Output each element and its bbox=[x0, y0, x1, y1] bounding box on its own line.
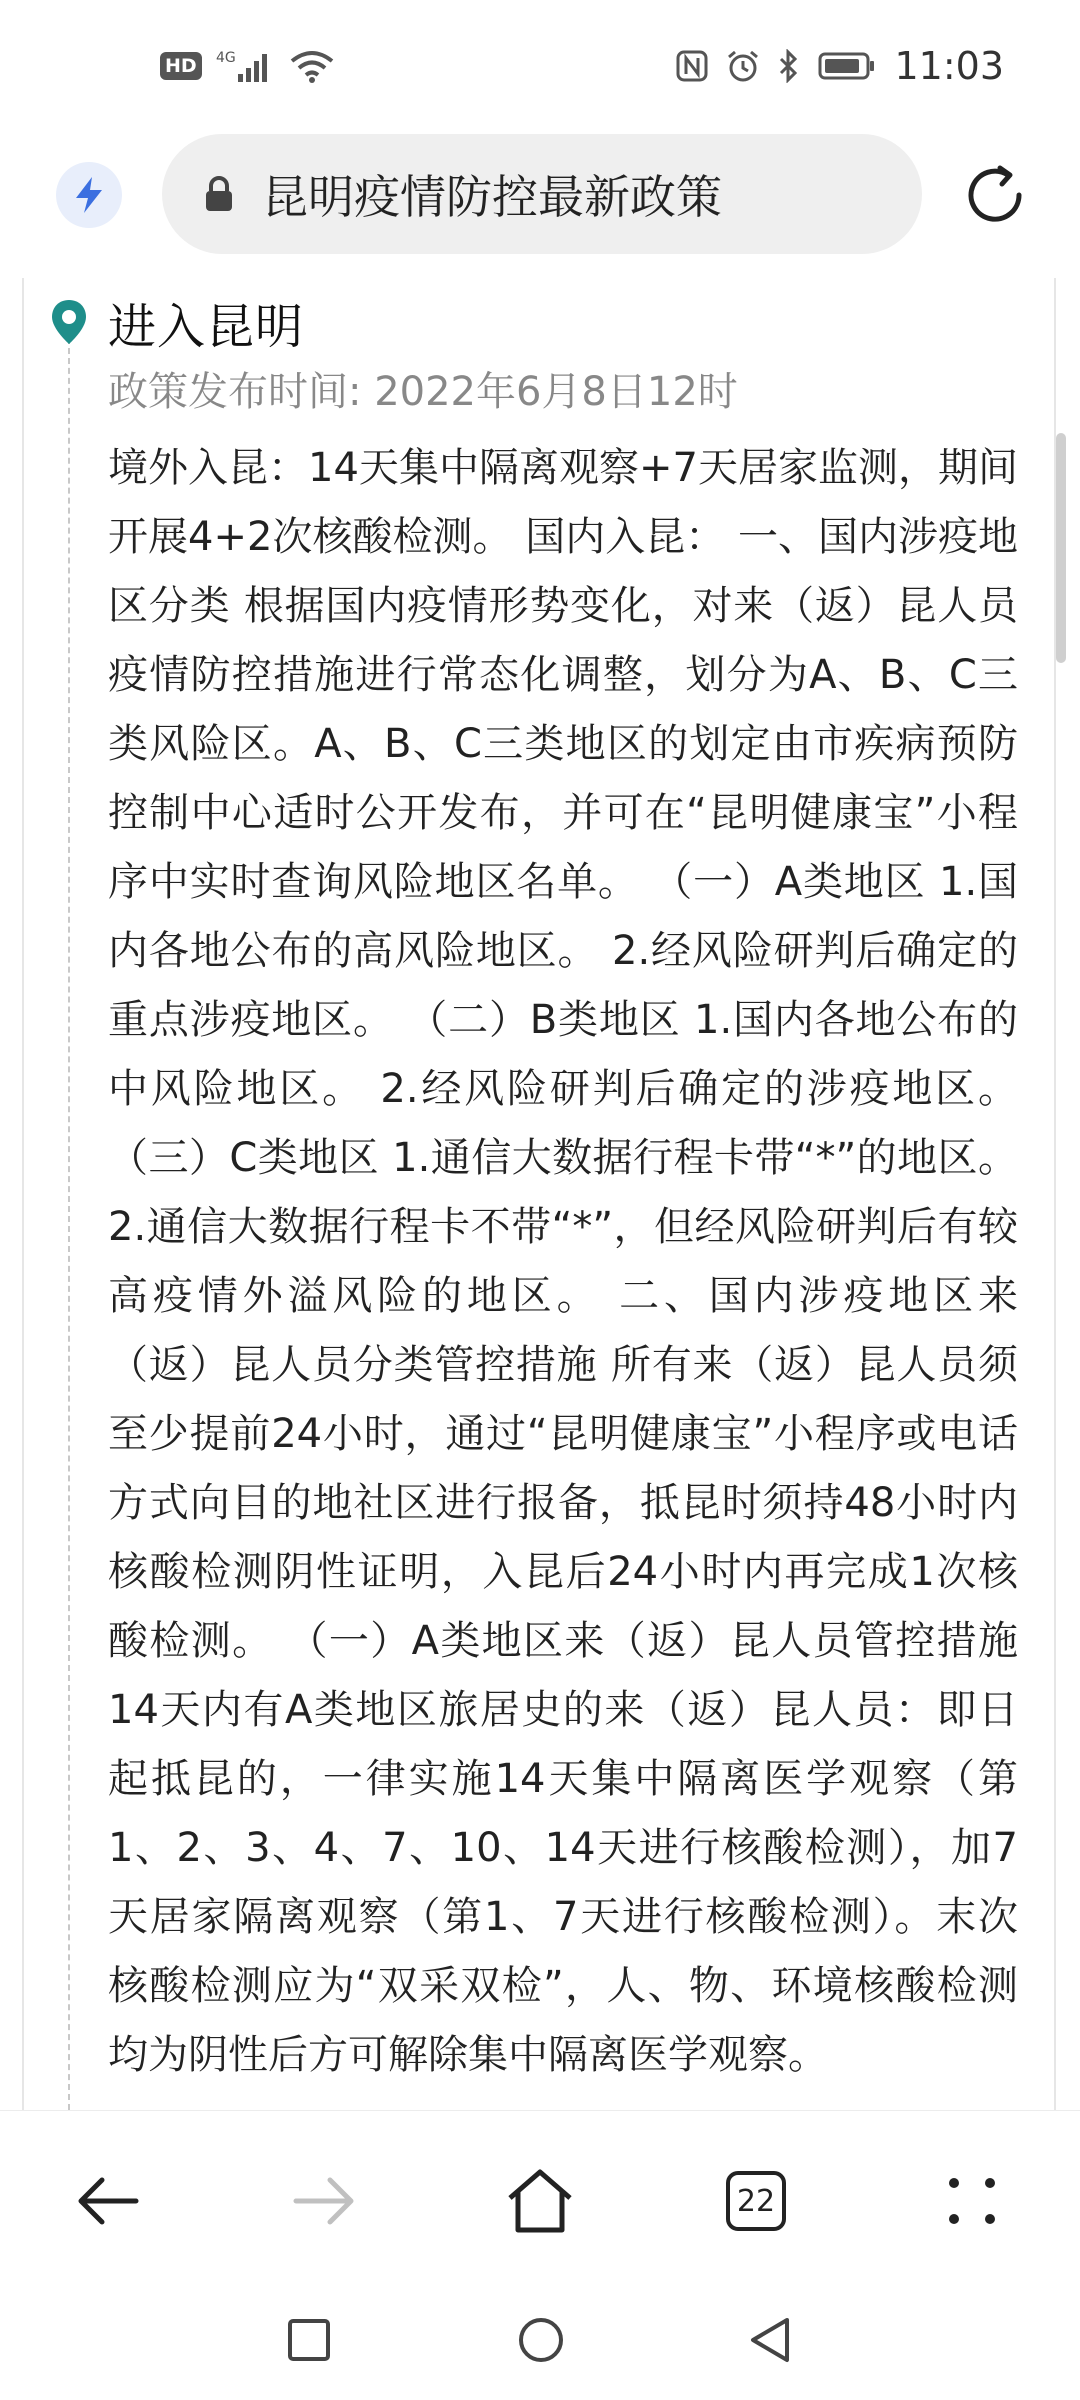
status-time: 11:03 bbox=[894, 44, 1004, 88]
tabs-button[interactable] bbox=[716, 2161, 796, 2241]
card-left-edge bbox=[22, 278, 24, 2110]
hd-badge: HD bbox=[160, 52, 202, 80]
page-content[interactable] bbox=[0, 278, 1080, 2110]
lightning-bolt-icon bbox=[72, 175, 106, 215]
circle-icon bbox=[517, 2316, 565, 2364]
address-bar-row bbox=[0, 130, 1080, 258]
home-icon bbox=[505, 2168, 575, 2234]
forward-button[interactable] bbox=[284, 2161, 364, 2241]
status-bar-left bbox=[160, 48, 334, 84]
recents-button[interactable] bbox=[274, 2305, 344, 2375]
four-dots-menu-icon bbox=[947, 2176, 997, 2226]
tabs-count-badge: 22 bbox=[726, 2171, 786, 2231]
nfc-icon bbox=[676, 50, 708, 82]
square-icon bbox=[287, 2318, 331, 2362]
wifi-icon bbox=[290, 49, 334, 83]
menu-button[interactable] bbox=[932, 2161, 1012, 2241]
alarm-icon bbox=[726, 49, 760, 83]
search-address-bar[interactable] bbox=[162, 134, 922, 254]
system-back-button[interactable] bbox=[734, 2305, 804, 2375]
entry-publish-time: 政策发布时间: 2022年6月8日12时 bbox=[108, 369, 738, 415]
lock-icon bbox=[204, 175, 234, 213]
system-nav-bar bbox=[0, 2280, 1080, 2400]
cellular-signal-icon bbox=[216, 48, 276, 84]
arrow-left-icon bbox=[76, 2176, 140, 2226]
location-pin-icon bbox=[50, 298, 88, 346]
triangle-back-icon bbox=[747, 2316, 791, 2364]
address-query-text[interactable]: 昆明疫情防控最新政策 bbox=[262, 170, 722, 224]
system-home-button[interactable] bbox=[506, 2305, 576, 2375]
bluetooth-icon bbox=[778, 49, 800, 83]
arrow-right-icon bbox=[292, 2176, 356, 2226]
scrollbar-thumb[interactable] bbox=[1056, 433, 1066, 663]
battery-icon bbox=[818, 51, 876, 81]
home-button[interactable] bbox=[500, 2161, 580, 2241]
refresh-icon bbox=[960, 160, 1030, 230]
back-button[interactable] bbox=[68, 2161, 148, 2241]
entry-title: 进入昆明 bbox=[108, 299, 305, 355]
timeline-line bbox=[68, 338, 70, 2110]
quick-action-button[interactable] bbox=[56, 162, 122, 228]
status-bar-right bbox=[676, 44, 1004, 88]
network-type-label: 4G bbox=[215, 50, 236, 66]
browser-bottom-nav bbox=[0, 2110, 1080, 2280]
entry-body-text: 境外入昆：14天集中隔离观察+7天居家监测，期间开展4+2次核酸检测。 国内入昆： 一、国内涉疫地区分类 根据国内疫情形势变化，对来（返）昆人员疫情防控措施进行常态化调整，划分为A、B、C三类风险区。A、B、C三类地区的划定由市疾病预防控制中心适时公开发布，并可在“昆明健康宝”小程序中实时查询风险地区名单。 （一）A类地区 1.国内各地公布的高风险地区。 2.经风险研判后确定的重点涉疫地区。 （二）B类地区 1.国内各地公布的中风险地区。 2.经风险研判后确定的涉疫地区。 （三）C类地区 1.通信大数据行程卡带“*”的地区。 2.通信大数据行程卡不带“*”，但经风险研判后有较高疫情外溢风险的地区。 二、国内涉疫地区来（返）昆人员分类管控措施 所有来（返）昆人员须至少提前24小时，通过“昆明健康宝”小程序或电话方式向目的地社区进行报备，抵昆时须持48小时内核酸检测阴性证明，入昆后24小时内再完成1次核酸检测。 （一）A类地区来（返）昆人员管控措施 14天内有A类地区旅居史的来（返）昆人员：即日起抵昆的，一律实施14天集中隔离医学观察（第1、2、3、4、7、10、14天进行核酸检测），加7天居家隔离观察（第1、7天进行核酸检测）。末次核酸检测应为“双采双检”，人、物、环境核酸检测均为阴性后方可解除集中隔离医学观察。 bbox=[108, 445, 1018, 2078]
refresh-button[interactable] bbox=[960, 160, 1030, 230]
status-bar bbox=[0, 0, 1080, 130]
